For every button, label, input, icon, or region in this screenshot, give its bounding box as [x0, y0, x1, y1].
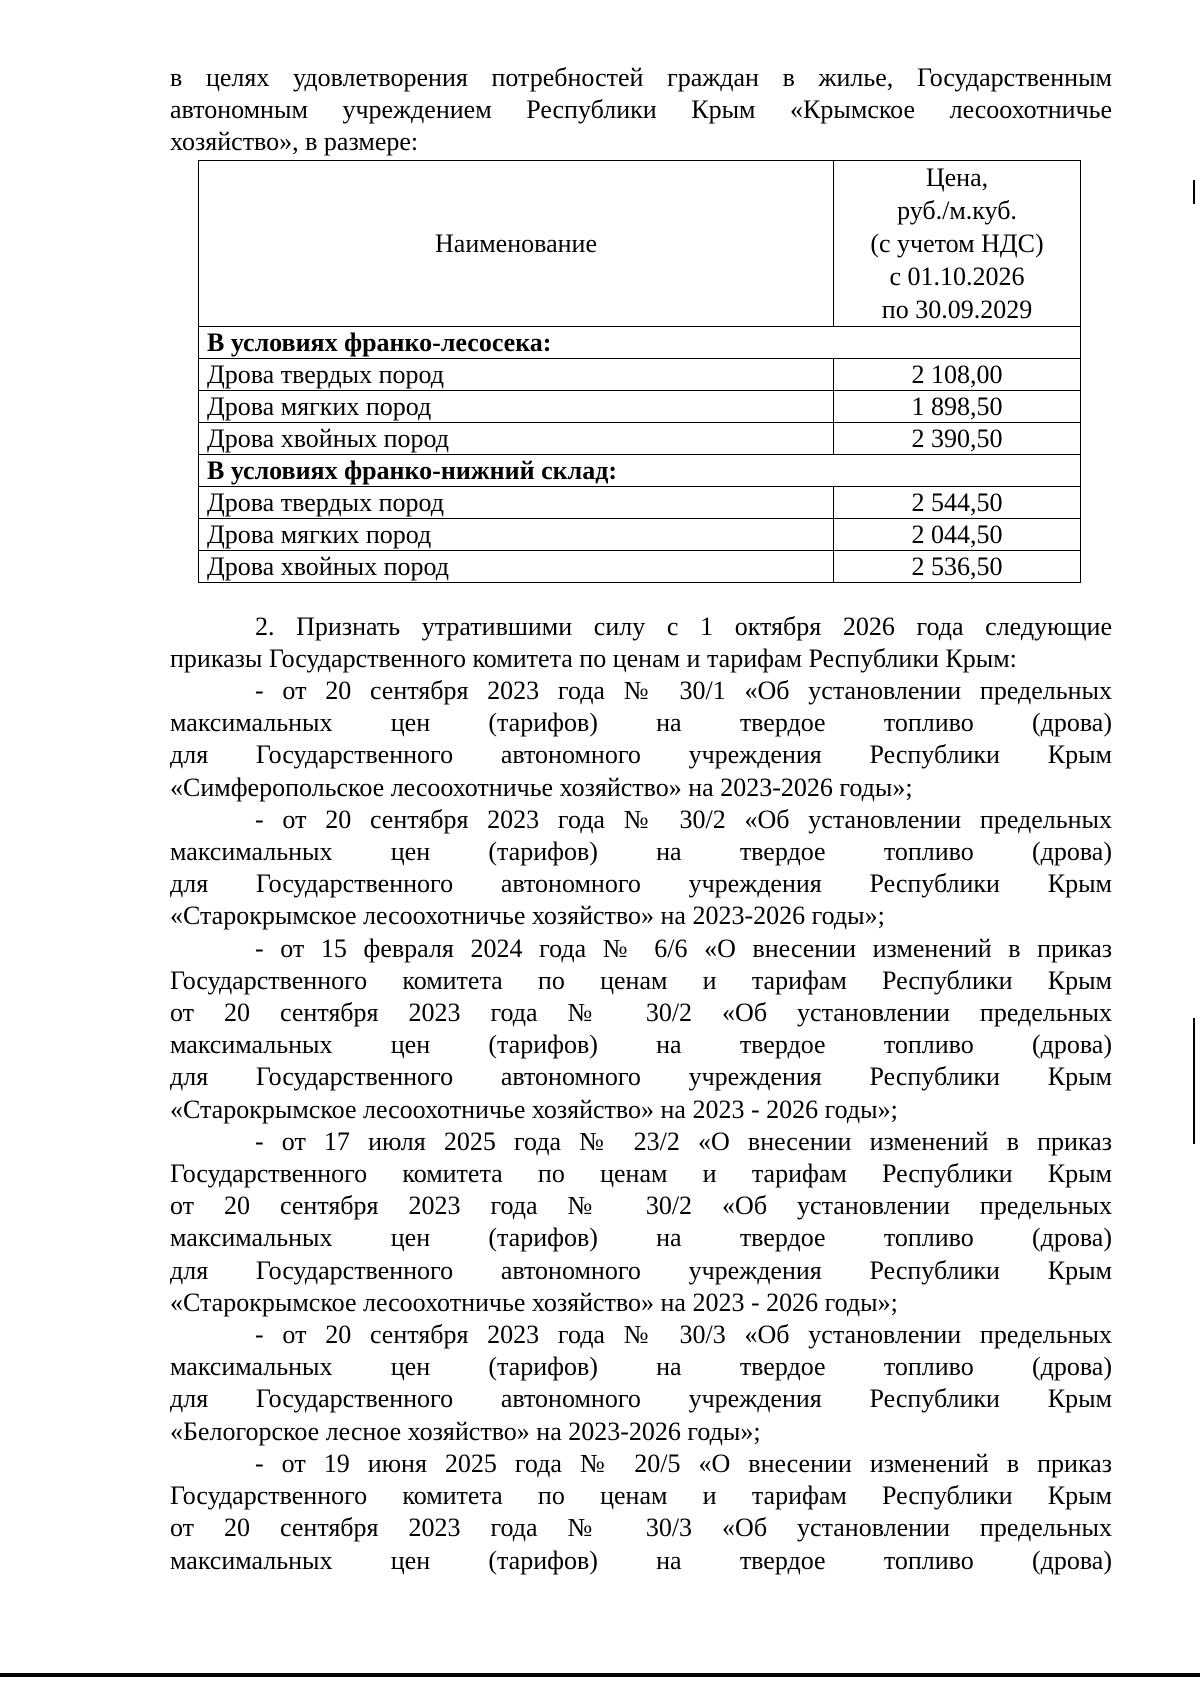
document-page: [170, 62, 1112, 1577]
section-title: В условиях франко-нижний склад:: [199, 454, 1081, 486]
item-line: - от 15 февраля 2024 года № 6/6 «О внесении изменений в приказ: [255, 933, 1112, 963]
item-line: Государственного комитета по ценам и тарифам Республики Крым: [170, 965, 1112, 995]
item-line: Государственного комитета по ценам и тарифам Республики Крым: [170, 1159, 1112, 1189]
header-price-line: с 01.10.2026: [889, 261, 1025, 291]
list-item: [170, 1448, 1112, 1577]
margin-mark: [1193, 180, 1195, 204]
table-row: [199, 550, 1081, 582]
row-price: 2 108,00: [834, 358, 1081, 390]
header-name: Наименование: [199, 160, 834, 326]
row-name: Дрова хвойных пород: [199, 422, 834, 454]
item-line: для Государственного автономного учреждения Республики Крым: [170, 1384, 1112, 1414]
row-price: 2 390,50: [834, 422, 1081, 454]
section-title: В условиях франко-лесосека:: [199, 326, 1081, 358]
item-line: максимальных цен (тарифов) на твердое топливо (дрова): [170, 708, 1112, 738]
table-row: [199, 486, 1081, 518]
item-line: от 20 сентября 2023 года № 30/2 «Об установлении предельных: [170, 998, 1112, 1028]
header-price: [834, 160, 1081, 326]
intro-line-2: автономным учреждением Республики Крым «Крымское лесоохотничье: [170, 95, 1112, 125]
item-line: - от 19 июня 2025 года № 20/5 «О внесении изменений в приказ: [255, 1448, 1112, 1478]
row-name: Дрова твердых пород: [199, 486, 834, 518]
item-line: для Государственного автономного учреждения Республики Крым: [170, 1062, 1112, 1092]
item-line: для Государственного автономного учреждения Республики Крым: [170, 869, 1112, 899]
item-line: максимальных цен (тарифов) на твердое топливо (дрова): [170, 1352, 1112, 1382]
table-header-row: [199, 160, 1081, 326]
row-price: 2 044,50: [834, 518, 1081, 550]
item-line: «Старокрымское лесоохотничье хозяйство» на 2023-2026 годы»;: [170, 901, 885, 931]
header-price-line: Цена,: [925, 162, 989, 192]
row-price: 1 898,50: [834, 390, 1081, 422]
item-line: максимальных цен (тарифов) на твердое топливо (дрова): [170, 837, 1112, 867]
item-line: - от 20 сентября 2023 года № 30/1 «Об установлении предельных: [255, 676, 1112, 706]
intro-line-3: хозяйство», в размере:: [170, 127, 419, 157]
list-item: [170, 1126, 1112, 1319]
list-item: [170, 1319, 1112, 1448]
table-row: [199, 422, 1081, 454]
row-name: Дрова твердых пород: [199, 358, 834, 390]
section-row: [199, 326, 1081, 358]
item-line: - от 20 сентября 2023 года № 30/2 «Об установлении предельных: [255, 804, 1112, 834]
row-price: 2 536,50: [834, 550, 1081, 582]
header-price-line: руб./м.куб.: [897, 195, 1017, 225]
item-line: максимальных цен (тарифов) на твердое топливо (дрова): [170, 1223, 1112, 1253]
item-line: Государственного комитета по ценам и тарифам Республики Крым: [170, 1481, 1112, 1511]
row-name: Дрова хвойных пород: [199, 550, 834, 582]
item-line: «Симферопольское лесоохотничье хозяйство» на 2023-2026 годы»;: [170, 772, 913, 802]
item-line: для Государственного автономного учреждения Республики Крым: [170, 1255, 1112, 1285]
price-table: [198, 160, 1081, 583]
point2-line-2: приказы Государственного комитета по ценам и тарифам Республики Крым:: [170, 643, 1017, 673]
list-item: [170, 804, 1112, 933]
list-item: [170, 675, 1112, 804]
row-price: 2 544,50: [834, 486, 1081, 518]
point2-line-1: 2. Признать утратившими силу с 1 октября 2026 года следующие: [255, 611, 1112, 641]
table-row: [199, 390, 1081, 422]
item-line: «Старокрымское лесоохотничье хозяйство» на 2023 - 2026 годы»;: [170, 1287, 898, 1317]
intro-line-1: в целях удовлетворения потребностей граждан в жилье, Государственным: [170, 63, 1112, 92]
spacer: [170, 583, 1112, 611]
margin-mark: [1193, 1018, 1195, 1144]
table-row: [199, 358, 1081, 390]
item-line: «Старокрымское лесоохотничье хозяйство» на 2023 - 2026 годы»;: [170, 1094, 898, 1124]
bottom-rule: [0, 1673, 1200, 1677]
item-line: для Государственного автономного учреждения Республики Крым: [170, 740, 1112, 770]
row-name: Дрова мягких пород: [199, 390, 834, 422]
item-line: - от 17 июля 2025 года № 23/2 «О внесении изменений в приказ: [255, 1126, 1112, 1156]
header-price-line: (с учетом НДС): [870, 228, 1044, 258]
item-line: максимальных цен (тарифов) на твердое топливо (дрова): [170, 1030, 1112, 1060]
revoked-orders-list: [170, 675, 1112, 1577]
item-line: от 20 сентября 2023 года № 30/3 «Об установлении предельных: [170, 1513, 1112, 1543]
table-row: [199, 518, 1081, 550]
section-row: [199, 454, 1081, 486]
list-item: [170, 933, 1112, 1126]
row-name: Дрова мягких пород: [199, 518, 834, 550]
item-line: «Белогорское лесное хозяйство» на 2023-2026 годы»;: [170, 1416, 761, 1446]
item-line: - от 20 сентября 2023 года № 30/3 «Об установлении предельных: [255, 1320, 1112, 1350]
item-line: максимальных цен (тарифов) на твердое топливо (дрова): [170, 1545, 1112, 1575]
header-price-line: по 30.09.2029: [881, 294, 1033, 324]
item-line: от 20 сентября 2023 года № 30/2 «Об установлении предельных: [170, 1191, 1112, 1221]
